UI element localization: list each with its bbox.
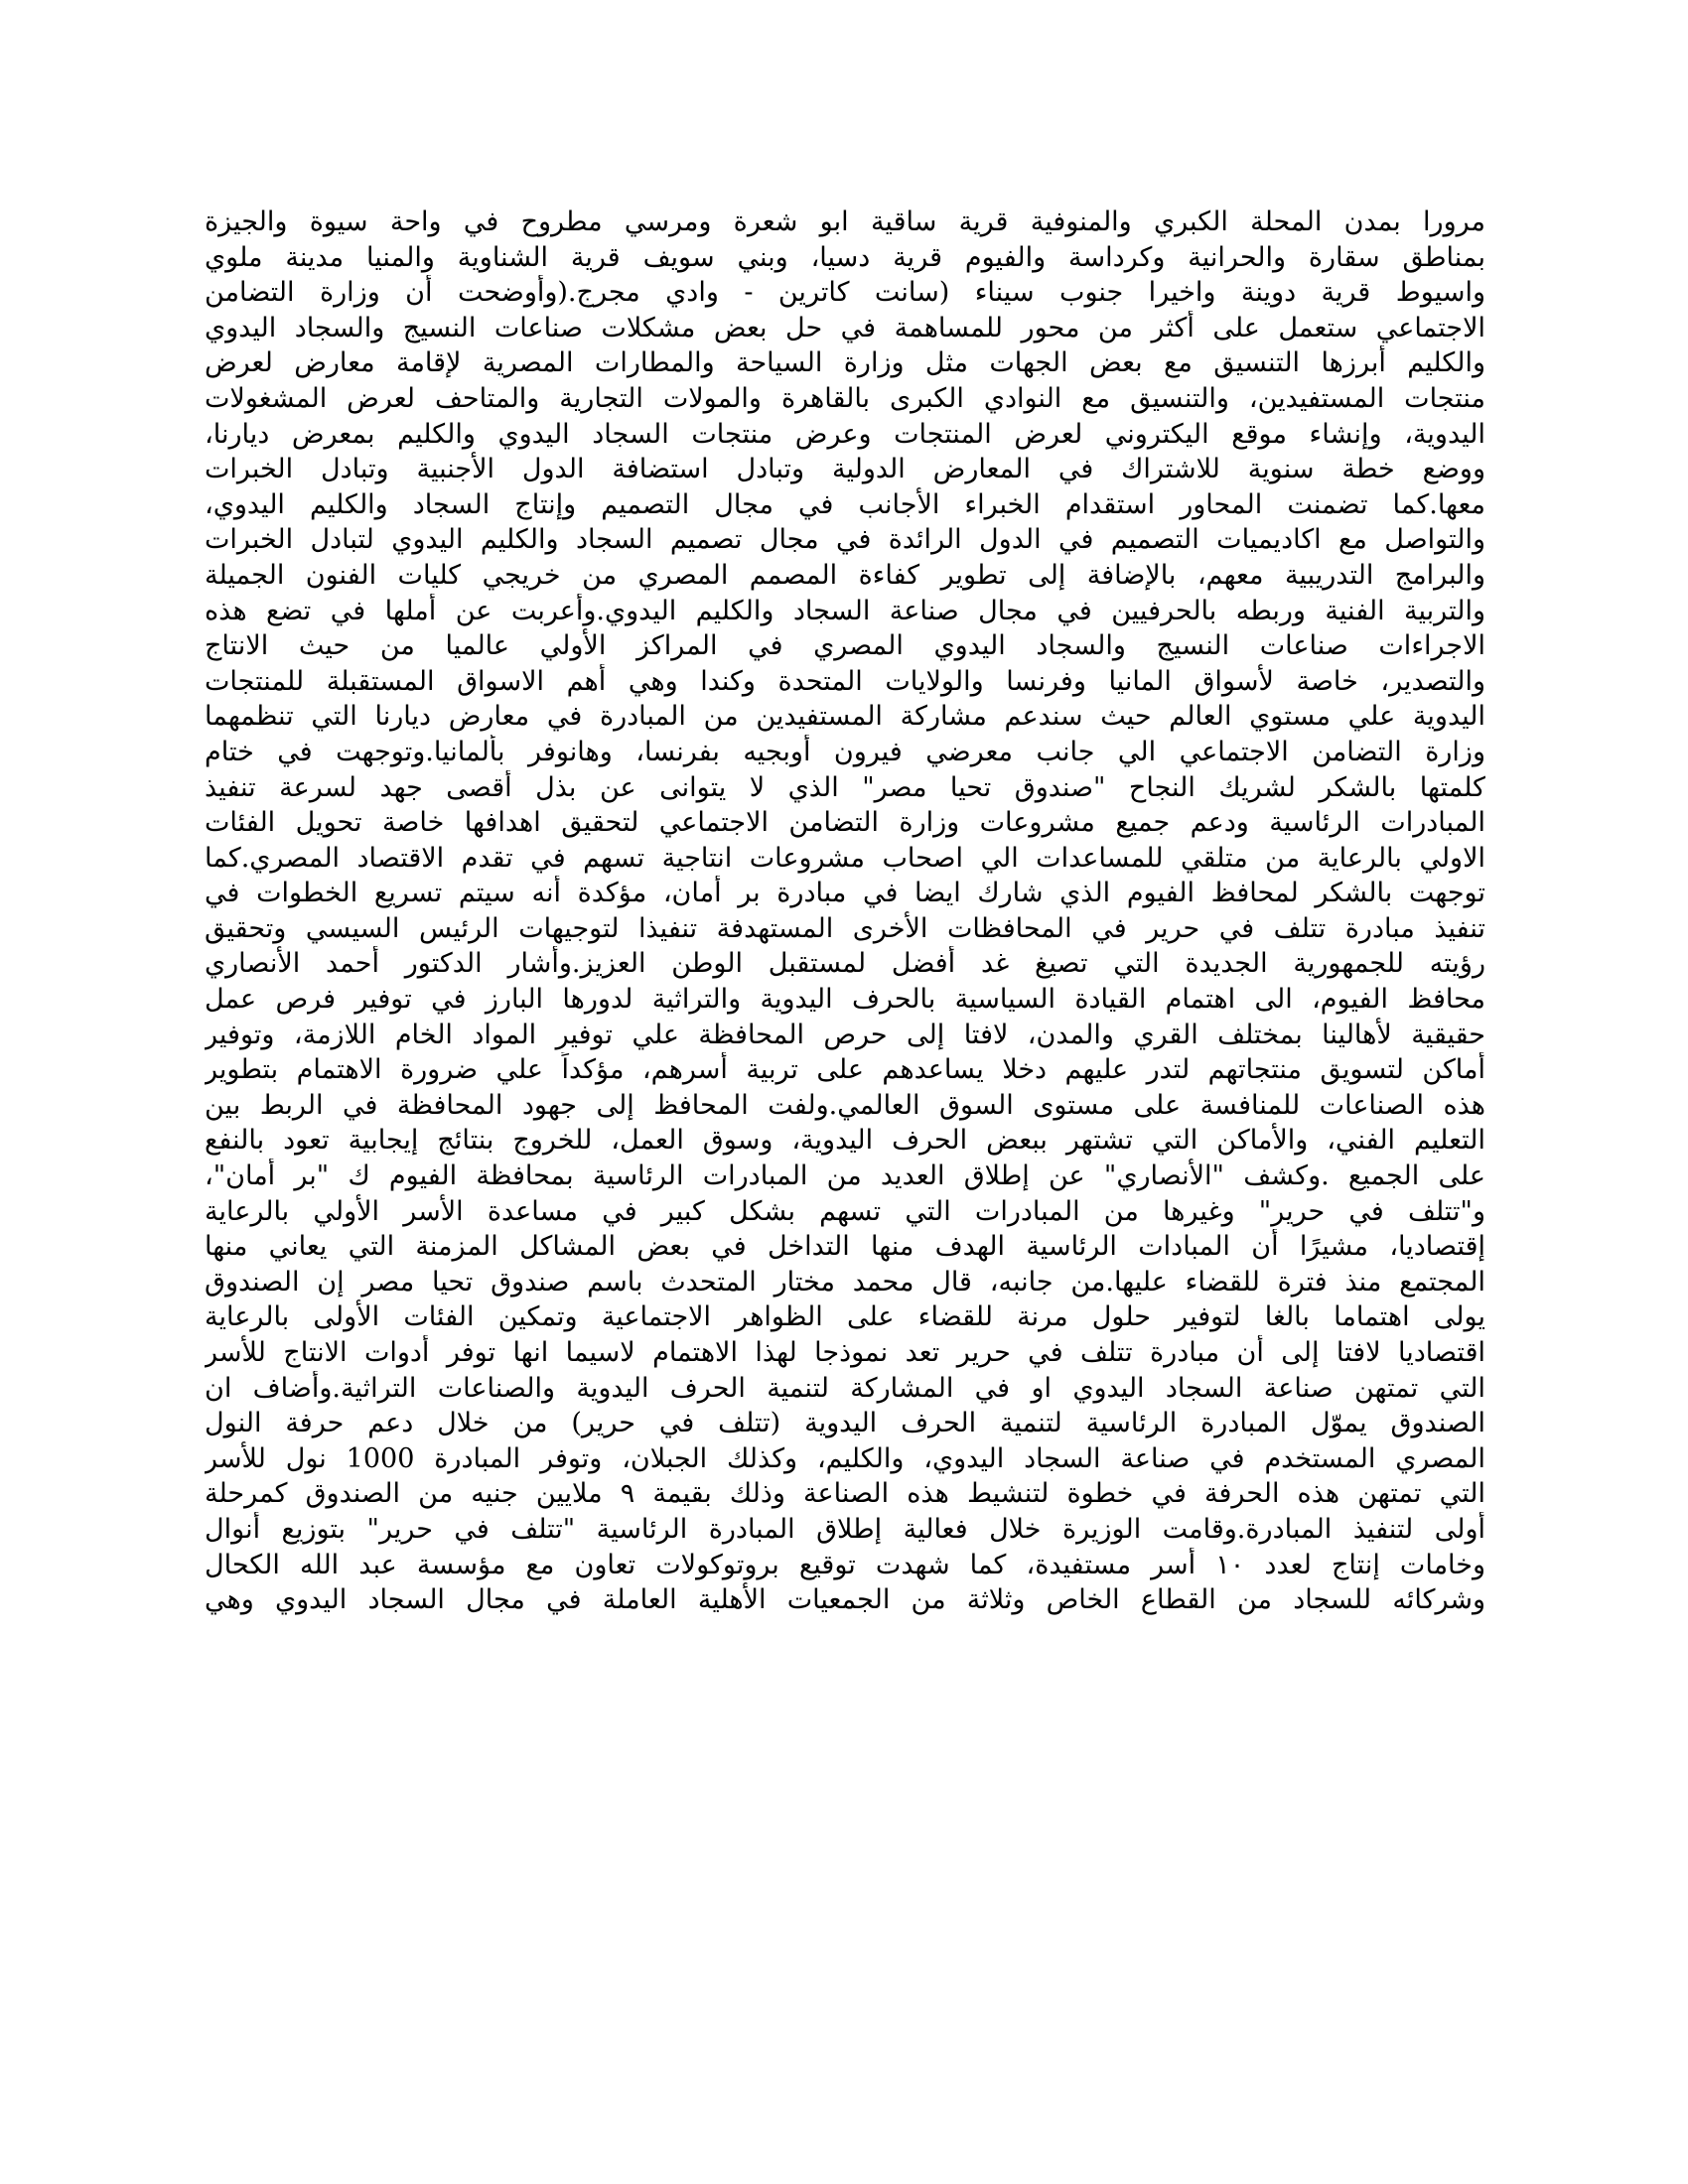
text-line: هذه الصناعات للمنافسة على مستوى السوق العالمي.ولفت المحافظ إلى جهود المحافظة في الربط بين xyxy=(205,1089,1485,1121)
text-line: اقتصاديا لافتا إلى أن مبادرة تتلف في حرير تعد نموذجا لهذا الاهتمام لاسيما انها توفر أدوات الانتاج للأسر xyxy=(205,1337,1485,1368)
text-line: الصندوق يموّل المبادرة الرئاسية لتنمية الحرف اليدوية (تتلف في حرير) من خلال دعم حرفة النول xyxy=(205,1408,1485,1439)
text-line: محافظ الفيوم، الى اهتمام القيادة السياسية بالحرف اليدوية والتراثية لدورها البارز في توفير فرص عمل xyxy=(205,984,1485,1016)
text-line: إقتصاديا، مشيرًا أن المبادات الرئاسية الهدف منها التداخل في بعض المشاكل المزمنة التي يعاني منها xyxy=(205,1231,1485,1263)
text-line: واسيوط قرية دوينة واخيرا جنوب سيناء (سانت كاترين - وادي مجرج.(وأوضحت أن وزارة التضامن xyxy=(205,277,1485,309)
text-line: اليدوية علي مستوي العالم حيث سندعم مشاركة المستفيدين من المبادرة في معارض ديارنا التي تنظمهما xyxy=(205,701,1485,733)
text-line: معها.كما تضمنت المحاور استقدام الخبراء الأجانب في مجال التصميم وإنتاج السجاد والكليم اليدوي، xyxy=(205,488,1485,520)
text-line: الاجراءات صناعات النسيج والسجاد اليدوي المصري في المراكز الأولي عالميا من حيث الانتاج xyxy=(205,630,1485,662)
text-line: والتربية الفنية وربطه بالحرفيين في مجال صناعة السجاد والكليم اليدوي.وأعربت عن أملها في تضع هذه xyxy=(205,595,1485,626)
text-line: منتجات المستفيدين، والتنسيق مع النوادي الكبرى بالقاهرة والمولات التجارية والمتاحف لعرض المشغولات xyxy=(205,382,1485,414)
text-line: والتصدير، خاصة لأسواق المانيا وفرنسا والولايات المتحدة وكندا وهي أهم الاسواق المستقبلة للمنتجات xyxy=(205,665,1485,697)
text-line: وزارة التضامن الاجتماعي الي جانب معرضي فيرون أوبجيه بفرنسا، وهانوفر بألمانيا.وتوجهت في ختام xyxy=(205,736,1485,767)
text-line: ووضع خطة سنوية للاشتراك في المعارض الدولية وتبادل استضافة الدول الأجنبية وتبادل الخبرات xyxy=(205,454,1485,485)
text-line: المجتمع منذ فترة للقضاء عليها.من جانبه، قال محمد مختار المتحدث باسم صندوق تحيا مصر إن الصندوق xyxy=(205,1266,1485,1297)
text-line: تنفيذ مبادرة تتلف في حرير في المحافظات الأخرى المستهدفة تنفيذا لتوجيهات الرئيس السيسي وتحقيق xyxy=(205,912,1485,944)
text-line: وخامات إنتاج لعدد ١٠ أسر مستفيدة، كما شهدت توقيع بروتوكولات تعاون مع مؤسسة عبد الله الكحال xyxy=(205,1549,1485,1580)
text-line: المصري المستخدم في صناعة السجاد اليدوي، والكليم، وكذلك الجبلان، وتوفر المبادرة 1000 نول للأسر xyxy=(205,1442,1485,1474)
text-line: الاجتماعي ستعمل على أكثر من محور للمساهمة في حل بعض مشكلات صناعات النسيج والسجاد اليدوي xyxy=(205,312,1485,343)
text-line: الاولي بالرعاية من متلقي للمساعدات الي اصحاب مشروعات انتاجية تسهم في تقدم الاقتصاد المصري.كما xyxy=(205,842,1485,874)
text-line: حقيقية لأهالينا بمختلف القري والمدن، لافتا إلى حرص المحافظة علي توفير المواد الخام اللازمة، وتوفير xyxy=(205,1019,1485,1050)
text-line: والتواصل مع اكاديميات التصميم في الدول الرائدة في مجال تصميم السجاد والكليم اليدوي لتبادل الخبرات xyxy=(205,524,1485,556)
text-line: مرورا بمدن المحلة الكبري والمنوفية قرية ساقية ابو شعرة ومرسي مطروح في واحة سيوة والجيزة xyxy=(205,206,1485,237)
text-line: المبادرات الرئاسية ودعم جميع مشروعات وزارة التضامن الاجتماعي لتحقيق اهدافها خاصة تحويل الفئات xyxy=(205,807,1485,839)
text-line: و"تتلف في حرير" وغيرها من المبادرات التي تسهم بشكل كبير في مساعدة الأسر الأولي بالرعاية xyxy=(205,1195,1485,1227)
text-line: على الجميع .وكشف "الأنصاري" عن إطلاق العديد من المبادرات الرئاسية بمحافظة الفيوم ك "بر أمان"، xyxy=(205,1160,1485,1192)
text-line: والبرامج التدريبية معهم، بالإضافة إلى تطوير كفاءة المصمم المصري من خريجي كليات الفنون الجميلة xyxy=(205,559,1485,591)
text-line: والكليم أبرزها التنسيق مع بعض الجهات مثل وزارة السياحة والمطارات المصرية لإقامة معارض لعرض xyxy=(205,347,1485,379)
text-line: اليدوية، وإنشاء موقع اليكتروني لعرض المنتجات وعرض منتجات السجاد اليدوي والكليم بمعرض ديارنا، xyxy=(205,418,1485,450)
text-line: التعليم الفني، والأماكن التي تشتهر ببعض الحرف اليدوية، وسوق العمل، للخروج بنتائج إيجابية تعود بالنفع xyxy=(205,1125,1485,1157)
text-line: التي تمتهن هذه الحرفة في خطوة لتنشيط هذه الصناعة وذلك بقيمة ٩ ملايين جنيه من الصندوق كمرحلة xyxy=(205,1478,1485,1510)
text-line: كلمتها بالشكر لشريك النجاح "صندوق تحيا مصر" الذي لا يتوانى عن بذل أقصى جهد لسرعة تنفيذ xyxy=(205,771,1485,803)
text-line: رؤيته للجمهورية الجديدة التي تصيغ غد أفضل لمستقبل الوطن العزيز.وأشار الدكتور أحمد الأنصاري xyxy=(205,948,1485,980)
text-line: أولى لتنفيذ المبادرة.وقامت الوزيرة خلال فعالية إطلاق المبادرة الرئاسية "تتلف في حرير" بتوزيع أنوال xyxy=(205,1513,1485,1545)
text-line: التي تمتهن صناعة السجاد اليدوي او في المشاركة لتنمية الحرف اليدوية والصناعات التراثية.وأضاف ان xyxy=(205,1372,1485,1404)
text-line: وشركائه للسجاد من القطاع الخاص وثلاثة من الجمعيات الأهلية العاملة في مجال السجاد اليدوي وهي xyxy=(205,1584,1485,1616)
text-line: أماكن لتسويق منتجاتهم لتدر عليهم دخلا يساعدهم على تربية أسرهم، مؤكداً علي ضرورة الاهتمام بتطوير xyxy=(205,1054,1485,1086)
article-body xyxy=(205,205,1485,1618)
text-line: يولى اهتماما بالغا لتوفير حلول مرنة للقضاء على الظواهر الاجتماعية وتمكين الفئات الأولى بالرعاية xyxy=(205,1301,1485,1333)
text-line: توجهت بالشكر لمحافظ الفيوم الذي شارك ايضا في مبادرة بر أمان، مؤكدة أنه سيتم تسريع الخطوات في xyxy=(205,878,1485,909)
text-line: بمناطق سقارة والحرانية وكرداسة والفيوم قرية دسيا، وبني سويف قرية الشناوية والمنيا مدينة ملوي xyxy=(205,241,1485,273)
